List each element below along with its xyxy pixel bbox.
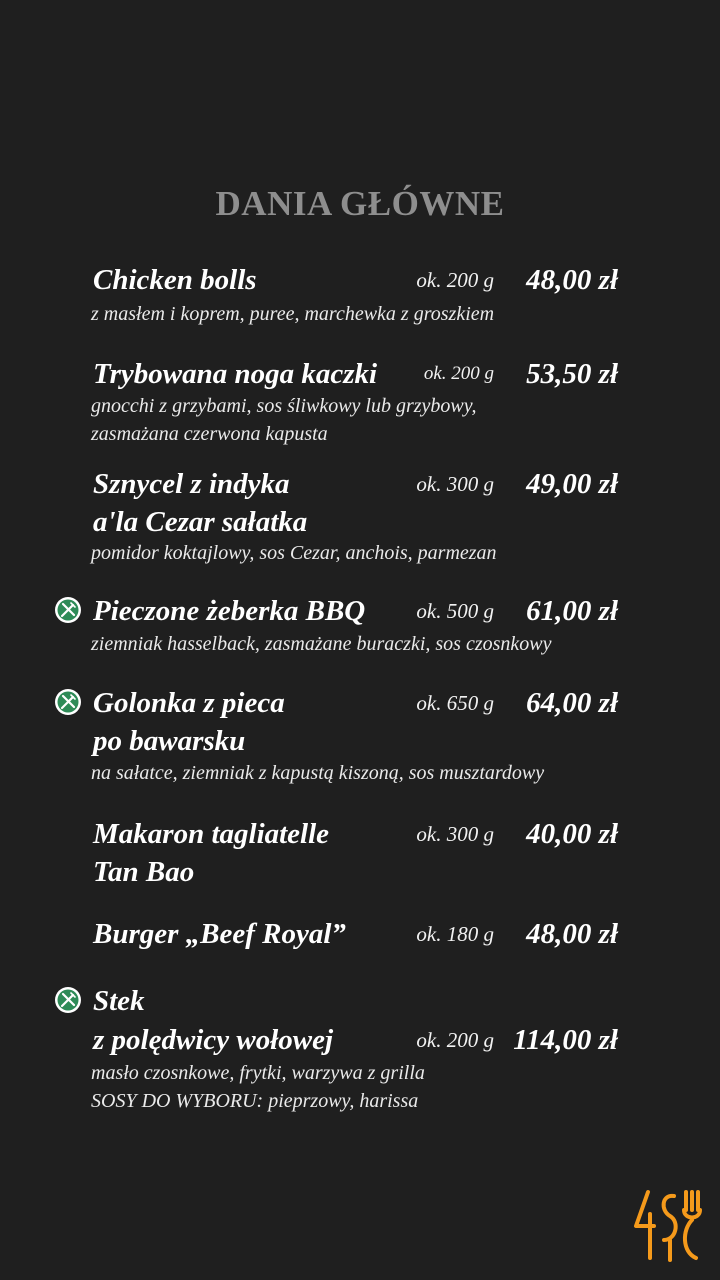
item-name: a'la Cezar sałatka [93,506,308,538]
item-description: SOSY DO WYBORU: pieprzowy, harissa [91,1090,419,1112]
item-weight: ok. 200 g [416,268,494,292]
item-name: Stek [93,985,145,1017]
item-description: z masłem i koprem, puree, marchewka z groszkiem [91,303,495,325]
item-name: po bawarsku [93,725,246,757]
item-weight: ok. 300 g [416,472,494,496]
item-price: 114,00 zł [513,1024,618,1056]
item-price: 53,50 zł [526,358,618,390]
item-name: Golonka z pieca [93,687,285,719]
item-weight: ok. 300 g [416,822,494,846]
item-description: zasmażana czerwona kapusta [91,423,328,445]
item-description: pomidor koktajlowy, sos Cezar, anchois, parmezan [91,542,497,564]
item-name: Sznycel z indyka [93,468,290,500]
item-price: 61,00 zł [526,595,618,627]
item-name: Makaron tagliatelle [93,818,330,850]
item-description: na sałatce, ziemniak z kapustą kiszoną, sos musztardowy [91,762,545,784]
item-name: Burger „Beef Royal” [93,918,346,950]
item-name: Pieczone żeberka BBQ [93,595,366,627]
item-name: z polędwicy wołowej [93,1024,334,1056]
item-weight: ok. 500 g [416,599,494,623]
item-price: 49,00 zł [526,468,618,500]
item-description: gnocchi z grzybami, sos śliwkowy lub grzybowy, [91,395,477,417]
fork-knife-badge-icon [54,986,82,1014]
item-price: 48,00 zł [526,918,618,950]
item-name: Trybowana noga kaczki [93,358,378,390]
item-name: Tan Bao [93,856,195,888]
item-description: masło czosnkowe, frytki, warzywa z grilla [91,1062,425,1084]
item-weight: ok. 650 g [416,691,494,715]
item-description: ziemniak hasselback, zasmażane buraczki, sos czosnkowy [91,633,552,655]
item-weight: ok. 180 g [416,922,494,946]
restaurant-logo-icon [630,1186,702,1266]
item-name: Chicken bolls [93,264,257,296]
item-weight: ok. 200 g [423,363,494,384]
item-price: 64,00 zł [526,687,618,719]
item-price: 48,00 zł [526,264,618,296]
item-price: 40,00 zł [526,818,618,850]
item-weight: ok. 200 g [416,1028,494,1052]
fork-knife-badge-icon [54,596,82,624]
fork-knife-badge-icon [54,688,82,716]
section-title: DANIA GŁÓWNE [215,184,505,223]
